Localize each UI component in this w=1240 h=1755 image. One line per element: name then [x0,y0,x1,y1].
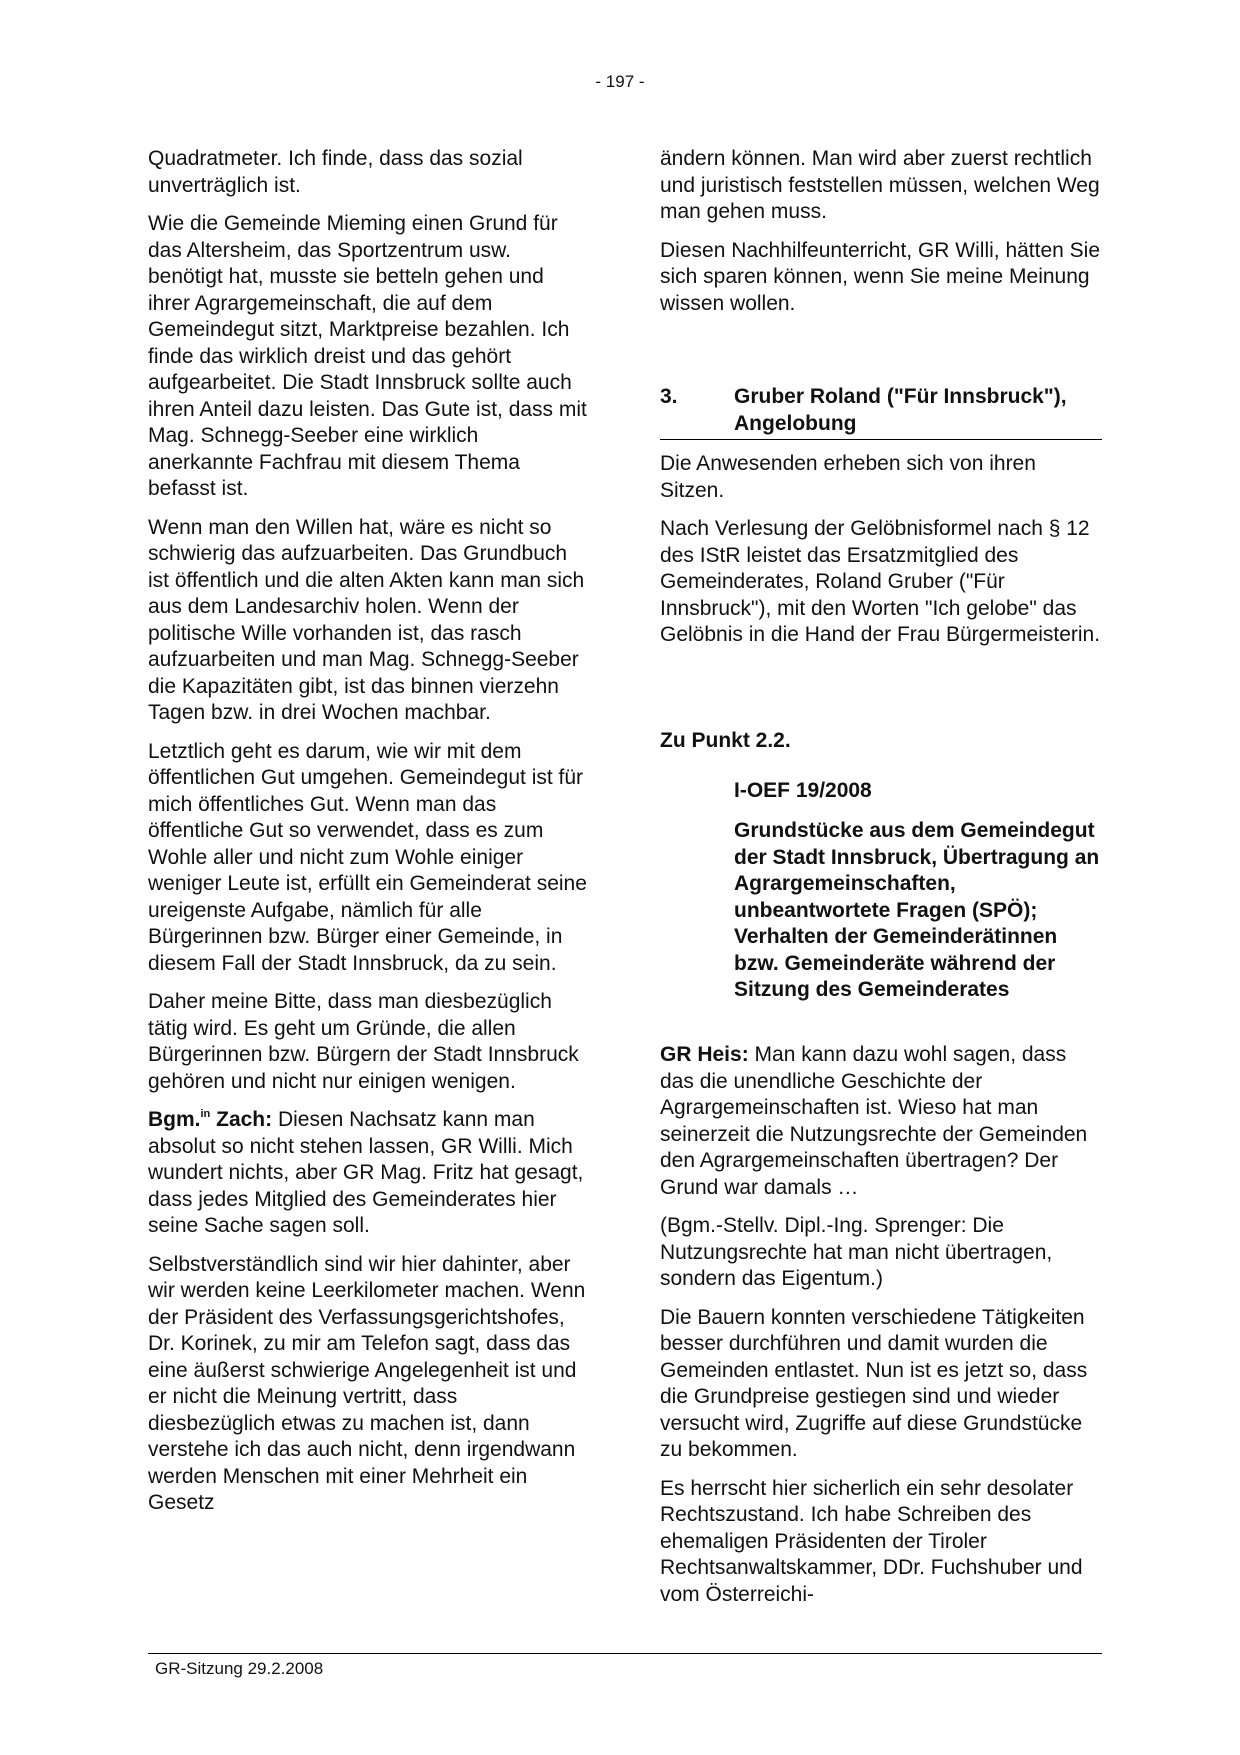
topic-line: Verhalten der Gemeinderätinnen bzw. Gemeinderäte während der Sitzung des Gemeinderates [734,925,1058,1001]
paragraph: Die Anwesenden erheben sich von ihren Sitzen. [660,452,1036,502]
section-title: Gruber Roland ("Für Innsbruck"), Angelobung [734,385,1067,435]
left-column [148,146,588,1529]
paragraph: ändern können. Man wird aber zuerst rechtlich und juristisch feststellen müssen, welchen Weg man gehen muss. [660,147,1100,223]
right-column-top [660,146,1102,329]
interjection: (Bgm.-Stellv. Dipl.-Ing. Sprenger: Die Nutzungsrechte hat man nicht übertragen, sondern das Eigentum.) [660,1214,1053,1290]
paragraph: Selbstverständlich sind wir hier dahinter, aber wir werden keine Leerkilometer machen. Wenn der Präsident des Verfassungsgerichtshofes, Dr. Korinek, zu mir am Telefon sagt, dass das eine äußerst schwierige Angelegenheit ist und er nicht die Meinung vertritt, dass diesbezüglich etwas zu machen ist, dann verstehe ich das auch nicht, denn irgendwann werden Menschen mit einer Mehrheit ein Gesetz [148,1252,586,1514]
section-heading [660,384,1102,440]
agenda-topic [734,818,1104,1004]
right-column-bottom [660,1042,1102,1620]
paragraph: Wie die Gemeinde Mieming einen Grund für das Altersheim, das Sportzentrum usw. benötigt hat, musste sie betteln gehen und ihrer Agrargemeinschaft, die auf dem Gemeindegut sitzt, Marktpreise bezahlen. Ich finde das wirklich dreist und das gehört aufgearbeitet. Die Stadt Innsbruck sollte auch ihren Anteil dazu leisten. Das Gute ist, dass mit Mag. Schnegg-Seeber eine wirklich anerkannte Fachfrau mit diesem Thema befasst ist. [148,212,587,500]
paragraph: Die Bauern konnten verschiedene Tätigkeiten besser durchführen und damit wurden die Gemeinden entlastet. Nun ist es jetzt so, dass die Grundpreise gestiegen sind und wieder versucht wird, Zugriffe auf diese Grundstücke zu bekommen. [660,1305,1088,1461]
paragraph: Letztlich geht es darum, wie wir mit dem öffentlichen Gut umgehen. Gemeindegut ist für mich öffentliches Gut. Wenn man das öffentliche Gut so verwendet, dass es zum Wohle aller und nicht zum Wohle einiger weniger Leute ist, erfüllt ein Gemeinderat seine ureigenste Aufgabe, nämlich für alle Bürgerinnen bzw. Bürger einer Gemeinde, in diesem Fall der Stadt Innsbruck, da zu sein. [148,739,587,975]
topic-line: Grundstücke aus dem Gemeindegut der Stadt Innsbruck, Übertragung an Agrargemeinschaften, unbeantwortete Fragen (SPÖ); [734,819,1100,922]
speaker-paragraph [148,1107,588,1240]
speech-text: Diesen Nachsatz kann man absolut so nicht stehen lassen, GR Willi. Mich wundert nichts, aber GR Mag. Fritz hat gesagt, dass jedes Mitglied des Gemeinderates hier seine Sache sagen soll. [148,1108,584,1237]
speaker-paragraph [660,1042,1102,1201]
reference-code: I-OEF 19/2008 [734,779,872,802]
footer-divider [148,1653,1102,1654]
footer-text: GR-Sitzung 29.2.2008 [155,1659,324,1678]
right-column-middle [660,451,1102,661]
agenda-item-label: Zu Punkt 2.2. [660,729,791,752]
paragraph: Diesen Nachhilfeunterricht, GR Willi, hätten Sie sich sparen können, wenn Sie meine Meinung wissen wollen. [660,238,1101,315]
section-number: 3. [660,385,678,408]
paragraph: Wenn man den Willen hat, wäre es nicht so schwierig das aufzuarbeiten. Das Grundbuch ist öffentlich und die alten Akten kann man sich aus dem Landesarchiv holen. Wenn der politische Wille vorhanden ist, das rasch aufzuarbeiten und man Mag. Schnegg-Seeber die Kapazitäten gibt, ist das binnen vierzehn Tagen bzw. in drei Wochen machbar. [148,515,585,724]
paragraph: Daher meine Bitte, dass man diesbezüglich tätig wird. Es geht um Gründe, die allen Bürgerinnen bzw. Bürgern der Stadt Innsbruck gehören und nicht nur einigen wenigen. [148,990,579,1093]
speaker-name: Bgm.$^{in}$ Zach: [148,1108,273,1131]
speech-text: Man kann dazu wohl sagen, dass das die unendliche Geschichte der Agrargemeinschaften ist. Wieso hat man seinerzeit die Nutzungsrechte der Gemeinden den Agrargemeinschaften übertragen? Der Grund war damals … [660,1043,1088,1199]
page-number: - 197 - [595,72,645,91]
paragraph: Quadratmeter. Ich finde, dass das sozial unverträglich ist. [148,147,523,197]
paragraph: Es herrscht hier sicherlich ein sehr desolater Rechtszustand. Ich habe Schreiben des ehemaligen Präsidenten der Tiroler Rechtsanwaltskammer, DDr. Fuchshuber und vom Österreichi- [660,1476,1083,1606]
speaker-name: GR Heis: [660,1043,749,1066]
paragraph: Nach Verlesung der Gelöbnisformel nach § 12 des IStR leistet das Ersatzmitglied des Gemeinderates, Roland Gruber ("Für Innsbruck"), mit den Worten "Ich gelobe" das Gelöbnis in die Hand der Frau Bürgermeisterin. [660,517,1101,646]
